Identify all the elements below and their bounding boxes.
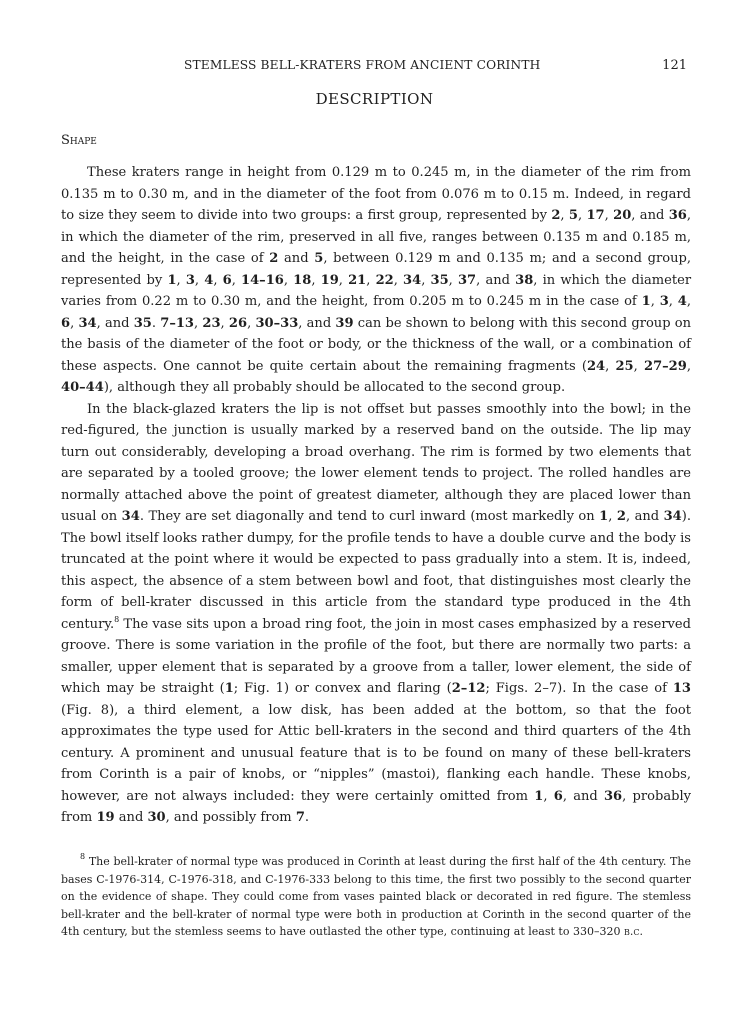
catalogue-number: 2: [269, 251, 279, 266]
catalogue-number: 25: [615, 358, 634, 374]
catalogue-number: 22: [375, 272, 394, 288]
text-run: ,: [421, 272, 431, 288]
text-run: ,: [686, 358, 691, 374]
catalogue-number: 3: [659, 294, 669, 309]
text-run: , and: [631, 208, 669, 223]
section-title: DESCRIPTION: [315, 90, 434, 108]
footnote-reference: 8: [114, 614, 120, 624]
text-run: and: [114, 810, 148, 825]
catalogue-number: 14–16: [241, 272, 284, 288]
footnote-8: [61, 853, 691, 941]
catalogue-number: 36: [668, 208, 687, 223]
catalogue-number: 6: [61, 315, 71, 331]
text-run: ,: [366, 272, 376, 288]
text-run: , in which the diameter of the rim, preserved in all five, ranges between 0.135 m and 0.185 m, and the height, in the case of: [61, 208, 691, 266]
text-run: ), although they all probably should be allocated to the second group.: [103, 380, 566, 395]
catalogue-number: 34: [121, 509, 140, 524]
text-run: ,: [608, 509, 617, 524]
catalogue-number: 7–13: [160, 315, 195, 331]
text-run: ,: [560, 208, 569, 223]
catalogue-number: 6: [553, 788, 563, 804]
text-run: The vase sits upon a broad ring foot, the join in most cases emphasized by a reserved groove. There is some variation in the profile of the foot, but there are normally two parts: a smaller, upper element that is separated by a groove from a taller, lower element, the side of which may be straight (: [61, 616, 691, 696]
text-run: ,: [311, 272, 321, 288]
text-run: , and: [96, 315, 134, 331]
catalogue-number: 1: [224, 681, 234, 696]
text-run: In the black-glazed kraters the lip is not offset but passes smoothly into the bowl; in the red-figured, the junction is usually marked by a reserved band on the outside. The lip may turn out considerably, developing a broad overhang. The rim is formed by two elements that are separated by a tooled groove; the lower element tends to project. The rolled handles are normally attached above the point of greatest diameter, although they are placed lower than usual on: [61, 401, 691, 524]
text-run: ,: [605, 358, 616, 374]
text-run: .: [151, 315, 161, 331]
paragraph-size-groups: [61, 162, 691, 399]
text-run: ,: [604, 208, 614, 223]
running-header: [0, 58, 749, 78]
catalogue-number: 7: [295, 810, 305, 825]
text-run: ,: [231, 272, 242, 288]
text-run: ,: [650, 294, 660, 309]
catalogue-number: 27–29: [644, 358, 687, 374]
text-run: ,: [393, 272, 404, 288]
text-run: , between 0.129 m and 0.135 m; and a second group, represented by: [61, 251, 692, 288]
catalogue-number: 1: [599, 509, 609, 524]
text-run: , and: [298, 315, 336, 331]
text-run: , and: [562, 788, 604, 804]
text-run: . They are set diagonally and tend to curl inward (most markedly on: [139, 509, 600, 524]
catalogue-number: 21: [348, 272, 367, 288]
catalogue-number: 19: [320, 272, 339, 288]
text-run: ,: [577, 208, 587, 223]
text-run: ,: [70, 315, 79, 331]
text-run: ,: [213, 272, 223, 288]
catalogue-number: 34: [78, 315, 97, 331]
catalogue-number: 18: [293, 272, 312, 288]
catalogue-number: 26: [228, 315, 248, 331]
running-title: STEMLESS BELL-KRATERS FROM ANCIENT CORINTH: [184, 58, 541, 72]
text-run: , and possibly from: [165, 810, 296, 825]
catalogue-number: 1: [167, 272, 177, 288]
catalogue-number: 30–33: [255, 315, 299, 331]
catalogue-number: 1: [534, 788, 544, 804]
catalogue-number: 2: [551, 208, 561, 223]
footnote-text: [61, 853, 691, 941]
catalogue-number: 4: [204, 272, 214, 288]
catalogue-number: 36: [603, 788, 623, 804]
era-abbreviation: b.c.: [623, 925, 643, 938]
catalogue-number: 23: [202, 315, 221, 331]
text-run: , and: [476, 272, 516, 288]
catalogue-number: 37: [457, 272, 477, 288]
page-number: 121: [662, 58, 687, 73]
text-run: ,: [283, 272, 294, 288]
catalogue-number: 13: [672, 681, 691, 696]
catalogue-number: 39: [335, 315, 354, 331]
text-run: .: [304, 810, 310, 825]
catalogue-number: 35: [430, 272, 449, 288]
catalogue-number: 20: [613, 208, 632, 223]
catalogue-number: 2–12: [451, 681, 486, 696]
catalogue-number: 4: [677, 294, 687, 309]
body-text: [61, 162, 691, 829]
catalogue-number: 5: [314, 251, 324, 266]
text-run: ,: [194, 315, 203, 331]
text-run: ,: [176, 272, 186, 288]
text-run: ,: [220, 315, 229, 331]
text-run: (Fig. 8), a third element, a low disk, has been added at the bottom, so that the foot approximates the type used for Attic bell-kraters in the second and third quarters of the 4th century. A prominent and unusual feature that is to be found on many of these bell-kraters from Corinth is a pair of knobs, or “nipples” (mastoi), flanking each handle. These knobs, however, are not always included: they were certainly omitted from: [61, 702, 691, 804]
catalogue-number: 34: [663, 509, 682, 524]
subheading-shape: Shape: [61, 133, 97, 148]
text-run: ; Fig. 1) or convex and flaring (: [233, 681, 452, 696]
paragraph-form-description: [61, 399, 691, 829]
text-run: ,: [543, 788, 554, 804]
text-run: ,: [668, 294, 678, 309]
catalogue-number: 34: [403, 272, 422, 288]
catalogue-number: 35: [133, 315, 152, 331]
text-run: These kraters range in height from 0.129 m to 0.245 m, in the diameter of the rim from 0.135 m to 0.30 m, and in the diameter of the foot from 0.076 m to 0.15 m. Indeed, in regard to size they seem to divide into two groups: a first group, represented by: [61, 165, 691, 223]
text-run: ,: [448, 272, 458, 288]
catalogue-number: 38: [515, 272, 534, 288]
text-run: and: [278, 251, 315, 266]
text-run: can be shown to belong with this second group on the basis of the diameter of the foot or body, or the thickness of the wall, or a combination of these aspects. One cannot be quite certain about the remaining fragments (: [61, 315, 692, 374]
text-run: ,: [247, 315, 256, 331]
catalogue-number: 3: [185, 272, 195, 288]
text-run: , and: [625, 509, 664, 524]
text-run: ,: [633, 358, 644, 374]
footnote-reference: 8: [80, 852, 86, 861]
text-run: , probably from: [61, 788, 691, 825]
catalogue-number: 1: [641, 294, 651, 309]
catalogue-number: 40–44: [61, 380, 104, 395]
catalogue-number: 5: [568, 208, 578, 223]
text-run: The bell-krater of normal type was produced in Corinth at least during the first half of the 4th century. The bases C-1976-314, C-1976-318, and C-1976-333 belong to this time, the first two possibly to the second quarter on the evidence of shape. They could come from vases painted black or decorated in red figure. The stemless bell-krater and the bell-krater of normal type were both in production at Corinth in the second quarter of the 4th century, but the stemless seems to have outlasted the other type, continuing at least to 330–320: [61, 855, 691, 938]
catalogue-number: 17: [586, 208, 605, 223]
catalogue-number: 2: [616, 509, 626, 524]
text-run: ,: [338, 272, 349, 288]
catalogue-number: 30: [147, 810, 166, 825]
catalogue-number: 24: [586, 358, 606, 374]
text-run: , in which the diameter varies from 0.22 m to 0.30 m, and the height, from 0.205 m to 0.245 m in the case of: [61, 272, 692, 309]
text-run: ). The bowl itself looks rather dumpy, for the profile tends to have a double curve and the body is truncated at the point where it would be expected to pass gradually into a stem. It is, indeed, this aspect, the absence of a stem between bowl and foot, that distinguishes most clearly the form of bell-krater discussed in this article from the standard type produced in the 4th century.: [61, 509, 691, 632]
text-run: ; Figs. 2–7). In the case of: [485, 681, 673, 696]
text-run: ,: [686, 294, 691, 309]
catalogue-number: 6: [222, 272, 232, 288]
catalogue-number: 19: [96, 810, 115, 825]
text-run: ,: [194, 272, 205, 288]
